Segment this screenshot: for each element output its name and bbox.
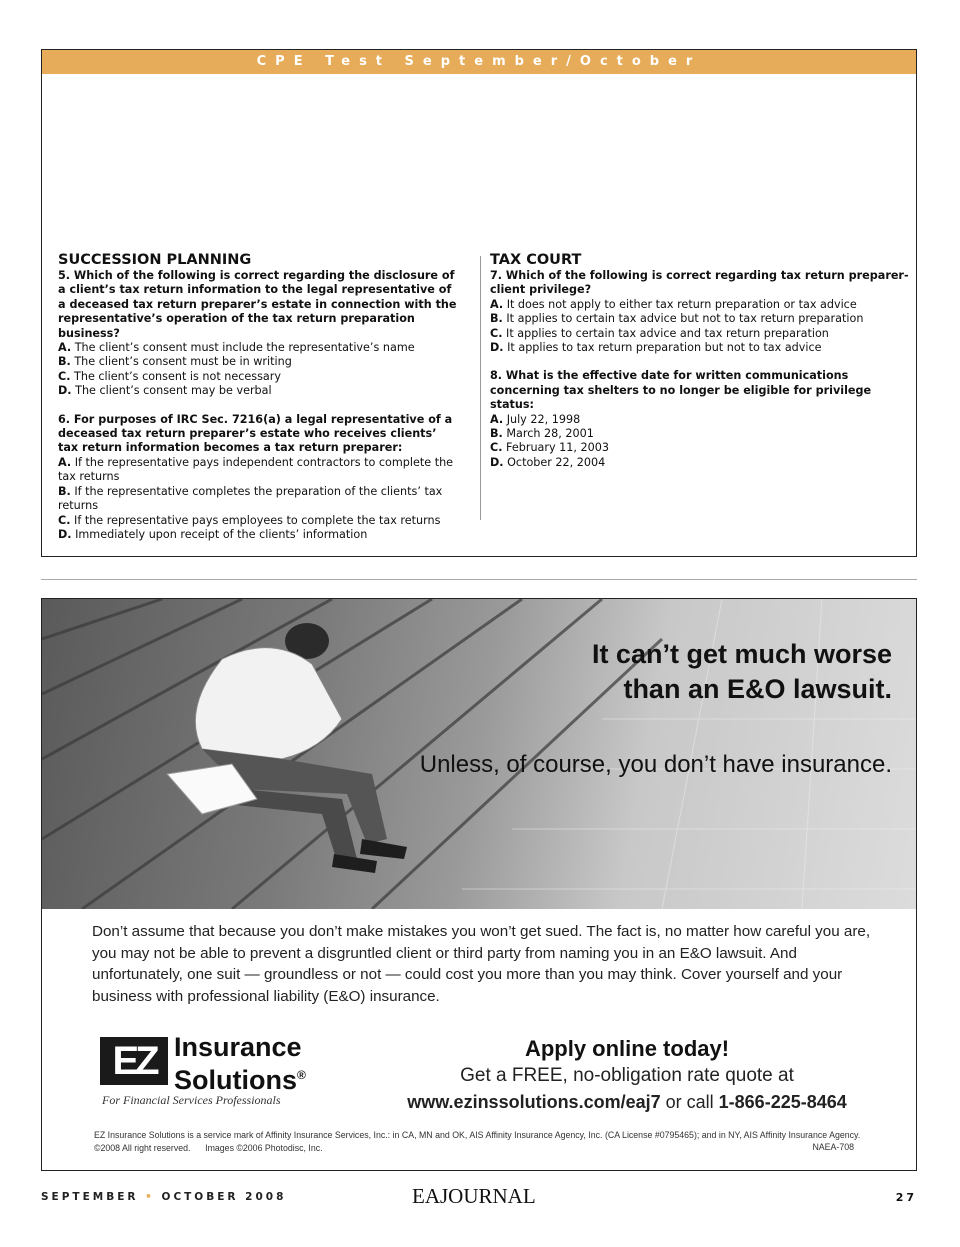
question-8 xyxy=(490,369,910,470)
answer-option: C. It applies to certain tax advice and tax return preparation xyxy=(490,326,829,340)
logo-wordmark: Insurance Solutions® xyxy=(174,1032,306,1095)
ez-logo-mark: EZ xyxy=(100,1037,168,1085)
answer-option: C. February 11, 2003 xyxy=(490,441,609,455)
ea-journal-logo: EAJOURNAL xyxy=(412,1184,536,1208)
question-text: 5. Which of the following is correct regarding the disclosure of a client’s tax return information to the legal representative of a deceased tax return preparer’s estate in connection with the representative’s operation of the tax return preparation business? xyxy=(58,269,457,340)
section-title: TAX COURT xyxy=(490,252,582,268)
answer-option: D. The client’s consent may be verbal xyxy=(58,384,272,398)
cpe-test-header: CPE Test September/October xyxy=(42,50,916,74)
logo-tagline: For Financial Services Professionals xyxy=(102,1093,281,1107)
answer-option: B. The client’s consent must be in writing xyxy=(58,355,292,369)
website-link[interactable]: www.ezinssolutions.com/eaj7 xyxy=(407,1092,661,1112)
answer-option: B. March 28, 2001 xyxy=(490,427,594,441)
ad-body-copy: Don’t assume that because you don’t make mistakes you won’t get sued. The fact is, no matter how careful you are, you may not be able to prevent a disgruntled client or third party from naming you in an E&O lawsuit. And unfortunately, one suit — groundless or not — could cost you more than you may think. Cover yourself and your business with professional liability (E&O) insurance. xyxy=(92,923,871,1005)
ad-subhead: Unless, of course, you don’t have insurance. xyxy=(419,751,892,778)
ad-photo xyxy=(42,599,916,909)
page-divider xyxy=(41,579,917,580)
section-title: SUCCESSION PLANNING xyxy=(58,252,252,268)
succession-planning-column xyxy=(58,252,458,556)
column-divider xyxy=(480,256,481,520)
question-text: 6. For purposes of IRC Sec. 7216(a) a legal representative of a deceased tax return preparer’s estate who receives clients’ tax return information becomes a tax return preparer: xyxy=(58,412,453,455)
apply-contact: www.ezinssolutions.com/eaj7 or call 1-866-225-8464 xyxy=(407,1092,847,1112)
answer-option: A. It does not apply to either tax return preparation or tax advice xyxy=(490,297,857,311)
apply-block xyxy=(362,1035,892,1115)
answer-option: B. If the representative completes the preparation of the clients’ tax returns xyxy=(58,484,443,513)
cpe-test-box xyxy=(41,49,917,557)
question-6 xyxy=(58,413,458,543)
question-text: 7. Which of the following is correct regarding tax return preparer-client privilege? xyxy=(490,269,909,297)
answer-option: A. The client’s consent must include the representative’s name xyxy=(58,341,415,355)
footer-issue-date: SEPTEMBER • OCTOBER 2008 xyxy=(41,1191,287,1203)
man-figure xyxy=(167,623,407,873)
answer-option: D. It applies to tax return preparation but not to tax advice xyxy=(490,341,822,355)
page-number: 27 xyxy=(895,1191,917,1204)
apply-title: Apply online today! xyxy=(524,1036,730,1061)
answer-option: A. If the representative pays independent contractors to complete the tax returns xyxy=(58,455,454,484)
ad-code: NAEA-708 xyxy=(812,1142,854,1152)
answer-option: C. The client’s consent is not necessary xyxy=(58,369,282,383)
insurance-advertisement xyxy=(41,598,917,1171)
answer-option: B. It applies to certain tax advice but not to tax return preparation xyxy=(490,312,864,326)
question-5 xyxy=(58,269,458,399)
ez-insurance-logo xyxy=(100,1033,360,1113)
answer-option: D. October 22, 2004 xyxy=(490,455,606,469)
question-7 xyxy=(490,269,910,355)
ad-headline: It can’t get much worse than an E&O lawsuit. xyxy=(591,639,892,704)
ad-fineprint: EZ Insurance Solutions is a service mark of Affinity Insurance Services, Inc.: in CA, MN and OK, AIS Affinity Insurance Agency, Inc. (CA License #0795465); and in NY, AIS Affinity Insurance Agency. ©2008 All right reserved. Images ©2006 Photodisc, Inc. xyxy=(94,1130,861,1153)
apply-line: Get a FREE, no-obligation rate quote at xyxy=(460,1065,794,1086)
tax-court-column xyxy=(490,252,910,484)
answer-option: C. If the representative pays employees to complete the tax returns xyxy=(58,513,441,527)
question-text: 8. What is the effective date for written communications concerning tax shelters to no longer be eligible for privilege status: xyxy=(490,369,872,412)
answer-option: A. July 22, 1998 xyxy=(490,412,581,426)
answer-option: D. Immediately upon receipt of the clients’ information xyxy=(58,527,368,541)
phone-number: 1-866-225-8464 xyxy=(718,1092,847,1112)
